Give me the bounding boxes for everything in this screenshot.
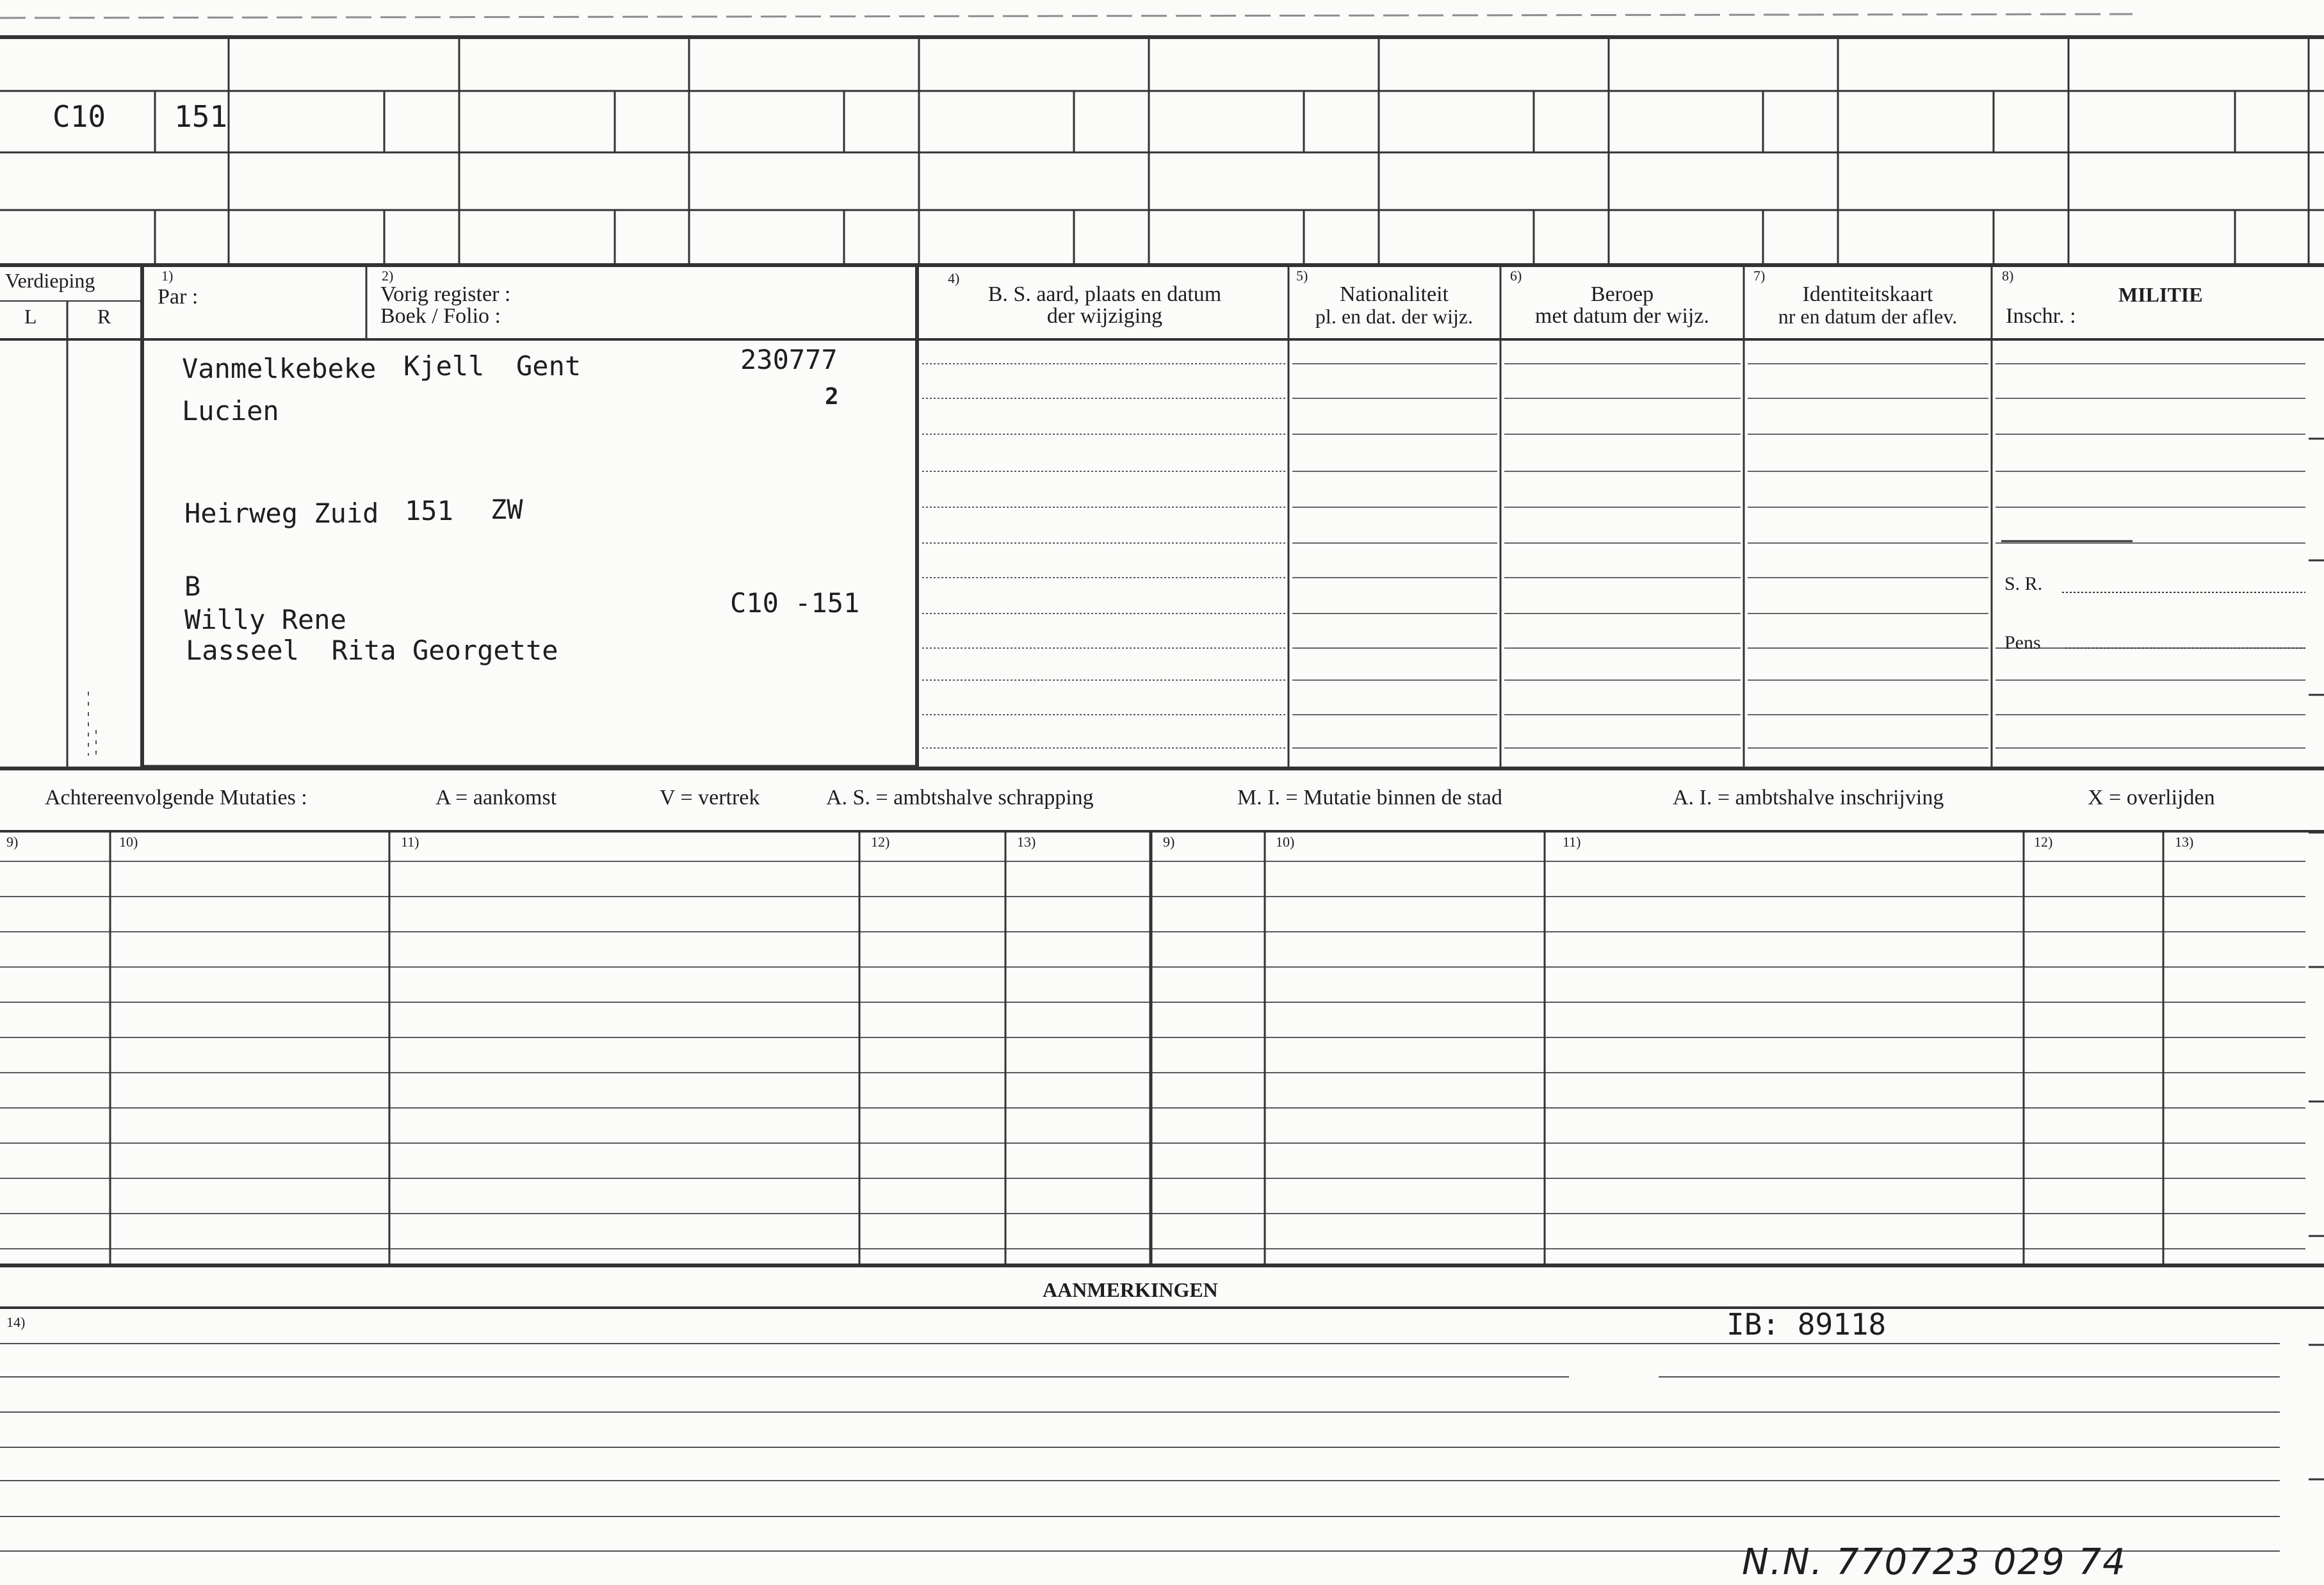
col7-title-line1: Identiteitskaart bbox=[1802, 282, 1933, 306]
national-number-handwritten: N.N. 770723 029 74 bbox=[1742, 1541, 2127, 1583]
mut-col13-right: 13) bbox=[2175, 834, 2194, 850]
remarks-title: AANMERKINGEN bbox=[1043, 1278, 1218, 1301]
surname: Vanmelkebeke bbox=[182, 353, 377, 384]
street: Heirweg Zuid bbox=[184, 498, 379, 529]
right-label: R bbox=[97, 305, 111, 328]
ib-number: IB: 89118 bbox=[1727, 1307, 1887, 1342]
birth-code: 230777 bbox=[740, 344, 838, 375]
legend-ex-officio-removal: A. S. = ambtshalve schrapping bbox=[826, 786, 1094, 809]
verdieping-label: Verdieping bbox=[5, 269, 95, 292]
district: ZW bbox=[491, 494, 523, 525]
mut-col13-left: 13) bbox=[1017, 834, 1036, 850]
second-name: Lucien bbox=[182, 395, 279, 427]
legend-internal-move: M. I. = Mutatie binnen de stad bbox=[1237, 786, 1502, 809]
col6-title-line1: Beroep bbox=[1590, 282, 1654, 306]
legend-ex-officio-registration: A. I. = ambtshalve inschrijving bbox=[1673, 786, 1944, 809]
militie-title: MILITIE bbox=[2118, 283, 2203, 306]
house-number: 151 bbox=[405, 495, 453, 526]
father-name: Willy Rene bbox=[184, 604, 346, 635]
boek-folio-label: Boek / Folio : bbox=[380, 304, 501, 328]
remarks-number: 14) bbox=[6, 1314, 26, 1330]
mut-col10-right: 10) bbox=[1276, 834, 1295, 850]
col7-title-line2: nr en datum der aflev. bbox=[1778, 305, 1958, 328]
mut-col10-left: 10) bbox=[119, 834, 138, 850]
left-label: L bbox=[24, 305, 37, 328]
mut-col9-right: 9) bbox=[1163, 834, 1175, 850]
given-name: Kjell bbox=[403, 350, 485, 382]
vorig-register-label: Vorig register : bbox=[380, 282, 511, 306]
col1-number: 1) bbox=[161, 268, 174, 284]
col5-number: 5) bbox=[1296, 268, 1308, 284]
col6-title-line2: met datum der wijz. bbox=[1535, 304, 1709, 328]
card-code: C10 bbox=[53, 99, 106, 134]
col5-title-line2: pl. en dat. der wijz. bbox=[1315, 305, 1474, 328]
birthplace: Gent bbox=[516, 350, 581, 382]
legend-death: X = overlijden bbox=[2088, 786, 2215, 809]
mother-name: Lasseel Rita Georgette bbox=[186, 635, 558, 666]
marker: B bbox=[184, 571, 201, 602]
mut-col11-right: 11) bbox=[1563, 834, 1581, 850]
inschr-label: Inschr. : bbox=[2006, 304, 2076, 328]
col4-number: 4) bbox=[948, 270, 960, 286]
pens-label: Pens bbox=[2004, 632, 2041, 653]
mut-col12-left: 12) bbox=[871, 834, 890, 850]
card-number: 151 bbox=[174, 99, 228, 134]
col5-title-line1: Nationaliteit bbox=[1340, 282, 1449, 306]
par-label: Par : bbox=[158, 285, 199, 309]
register-reference: C10 -151 bbox=[730, 587, 860, 619]
col4-title-line2: der wijziging bbox=[1046, 304, 1163, 328]
col4-title-line1: B. S. aard, plaats en datum bbox=[987, 282, 1222, 306]
mut-col11-left: 11) bbox=[401, 834, 419, 850]
col8-number: 8) bbox=[2002, 268, 2014, 284]
mut-col12-right: 12) bbox=[2034, 834, 2053, 850]
col6-number: 6) bbox=[1510, 268, 1522, 284]
legend-arrival: A = aankomst bbox=[435, 786, 557, 809]
col2-number: 2) bbox=[382, 268, 394, 284]
sex-code: 2 bbox=[825, 384, 839, 410]
sr-label: S. R. bbox=[2004, 573, 2043, 594]
mutations-title: Achtereenvolgende Mutaties : bbox=[45, 786, 307, 809]
col7-number: 7) bbox=[1753, 268, 1766, 284]
mut-col9-left: 9) bbox=[6, 834, 19, 850]
legend-departure: V = vertrek bbox=[660, 786, 760, 809]
